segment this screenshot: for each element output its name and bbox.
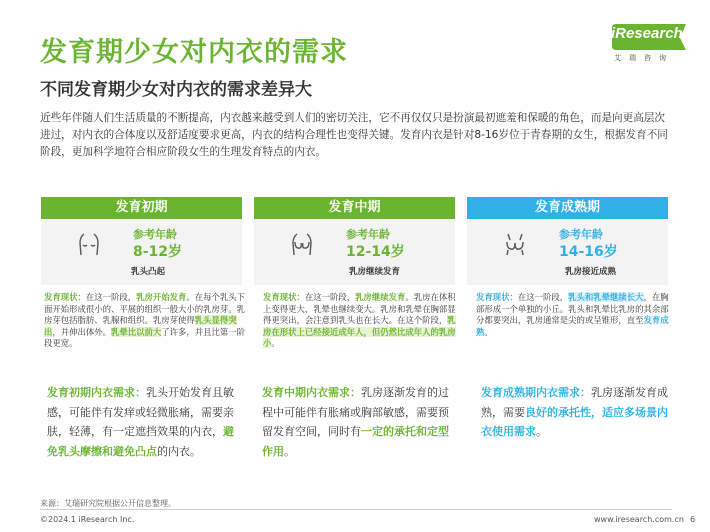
age-box [467, 219, 668, 285]
stage-title: 发育初期 [41, 197, 242, 219]
status-initial [44, 292, 245, 350]
page-title: 发育期少女对内衣的需求 [40, 37, 348, 68]
age-box [254, 219, 455, 285]
need-text: 。 [284, 444, 295, 458]
status-highlight: 乳房开始发育 [136, 292, 187, 302]
age-value: 14-16岁 [559, 244, 618, 260]
source-note: 来源：艾瑞研究院根据公开信息整理。 [40, 499, 176, 508]
need-initial [47, 383, 243, 461]
footer-divider [40, 509, 672, 510]
age-box [41, 219, 242, 285]
stage-column-middle [254, 197, 455, 285]
chest-mature-icon [502, 231, 528, 257]
status-label: 发育现状： [263, 292, 305, 302]
need-text: 乳房逐渐发育的过程中可能伴有胀痛或胸部敏感，需要预留发育空间，同时有 [262, 386, 449, 438]
chest-middle-icon [289, 231, 315, 257]
age-caption: 乳房接近成熟 [565, 267, 617, 277]
need-text: 乳头开始发育且敏感，可能伴有发痒或轻微胀痛，需要亲肤，轻薄，有一定遮挡效果的内衣， [47, 386, 234, 438]
stage-title: 发育中期 [254, 197, 455, 219]
need-label: 发育成熟期内衣需求： [481, 386, 591, 399]
stage-column-mature [467, 197, 668, 285]
logo-subtext: 艾瑞咨询 [614, 54, 674, 62]
age-value: 12-14岁 [346, 244, 405, 260]
age-label: 参考年龄 [559, 228, 603, 241]
status-text: ，在胸部形成一个单独的小丘。乳头和乳晕比乳房的其余部分都要突出，乳房通常是尖的或呈锥形，直至 [476, 292, 669, 326]
page-subtitle: 不同发育期少女对内衣的需求差异大 [40, 80, 312, 100]
status-label: 发育现状： [44, 292, 86, 302]
age-value: 8-12岁 [133, 244, 183, 260]
status-text: 了许多，并且比第一阶段更宽。 [44, 326, 245, 349]
need-text: 。 [536, 425, 547, 438]
age-caption: 乳房继续发育 [349, 267, 401, 277]
need-label: 发育中期内衣需求： [262, 386, 361, 399]
status-text: ，并伸出体外。 [52, 326, 111, 337]
status-text: 在这一阶段， [517, 292, 569, 302]
status-text: 。 [484, 326, 493, 337]
status-label: 发育现状： [476, 292, 518, 302]
need-text: 乳房逐渐发育成熟，需要 [481, 386, 668, 419]
need-mature [481, 383, 673, 442]
website-link[interactable]: www.iresearch.com.cn [594, 515, 684, 524]
status-mature [476, 292, 672, 338]
status-highlight: 乳房继续发育 [355, 292, 406, 302]
status-text: 。 [271, 338, 280, 349]
age-label: 参考年龄 [346, 228, 390, 241]
status-text: 在这一阶段， [304, 292, 356, 302]
need-highlight: 良好的承托性，适应多场景内衣使用需求 [481, 405, 668, 438]
status-highlight: 发育成熟 [476, 315, 669, 337]
stage-title: 发育成熟期 [467, 197, 668, 219]
status-highlight: 乳头和乳晕继续长大 [568, 292, 644, 302]
status-highlight: 乳头显得突出 [44, 315, 237, 337]
age-caption: 乳头凸起 [131, 267, 166, 277]
intro-paragraph: 近些年伴随人们生活质量的不断提高，内衣越来越受到人们的密切关注，它不再仅仅只是扮演最初遮羞和保暖的角色，而是向更高层次进过，对内衣的合体度以及舒适度要求更高，内衣的结构合理性也变得关键。发育内衣是针对8-16岁位于青春期的女生，根据发育不同阶段，更加科学地符合相应阶段女生的生理发育特点的内衣。 [40, 112, 668, 158]
need-middle [262, 383, 458, 461]
need-label: 发育初期内衣需求： [47, 386, 146, 399]
chest-initial-icon [76, 231, 102, 257]
status-text: 。乳房在体积上变得更大，乳晕也继续变大。乳房和乳晕在胸部显得更突出，会注意到乳头也在长大。在这个阶段， [263, 292, 456, 326]
logo-text: iResearch [611, 25, 683, 42]
status-middle [263, 292, 458, 350]
copyright: ©2024.1 iResearch Inc. [40, 515, 135, 524]
age-label: 参考年龄 [133, 228, 177, 241]
status-highlight: 乳房在形状上已经接近成年人，但仍然比成年人的乳房小 [263, 315, 456, 349]
need-highlight: 避免乳头摩擦和避免凸点 [47, 425, 234, 458]
page-number: 6 [690, 515, 696, 524]
stage-column-initial [41, 197, 242, 285]
status-text: 在这一阶段， [85, 292, 137, 302]
need-text: 的内衣。 [157, 444, 201, 458]
status-text: 。在每个乳头下面开始形成很小的、平展的组织一般大小的乳房芽。乳房芽包括脂肪、乳腺和组织。乳房芽使得 [44, 292, 245, 326]
need-highlight: 一定的承托和定型作用 [262, 425, 449, 458]
status-highlight: 乳晕比以前大 [111, 326, 162, 337]
